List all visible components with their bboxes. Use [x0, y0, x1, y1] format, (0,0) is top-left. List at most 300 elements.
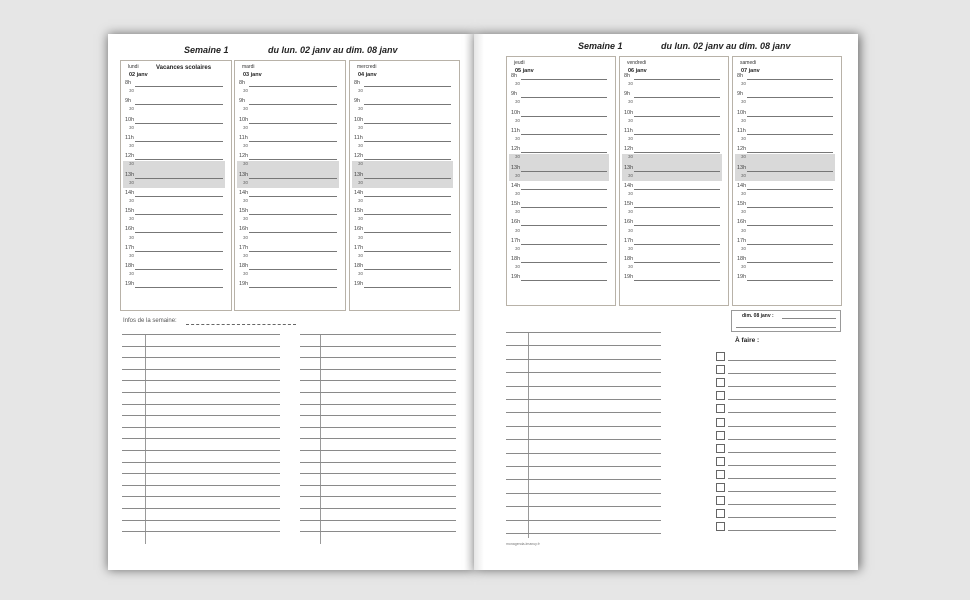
half-hour-label: 30	[358, 143, 364, 149]
note-line[interactable]	[122, 392, 280, 393]
hour-slot[interactable]	[237, 262, 337, 271]
hour-slot[interactable]	[509, 90, 607, 99]
note-line[interactable]	[506, 520, 661, 521]
note-line[interactable]	[506, 399, 661, 400]
hour-line	[249, 86, 337, 87]
hour-slot[interactable]	[735, 200, 833, 209]
hour-line	[521, 225, 607, 226]
todo-line[interactable]	[728, 504, 836, 505]
todo-item[interactable]	[716, 418, 836, 429]
half-hour-label: 30	[243, 143, 249, 149]
hour-label: 19h	[511, 274, 521, 281]
note-line[interactable]	[122, 496, 280, 497]
note-line[interactable]	[122, 334, 280, 335]
todo-line[interactable]	[728, 439, 836, 440]
hour-slot[interactable]	[735, 182, 833, 191]
hour-line	[747, 280, 833, 281]
note-line[interactable]	[300, 415, 456, 416]
hour-label: 9h	[737, 91, 744, 98]
hour-slot[interactable]	[123, 189, 223, 198]
todo-line[interactable]	[728, 517, 836, 518]
checkbox-icon[interactable]	[716, 444, 725, 453]
hour-slot[interactable]	[352, 207, 451, 216]
half-hour-label: 30	[358, 197, 364, 203]
hour-slot[interactable]	[123, 79, 223, 88]
hour-slot[interactable]	[123, 280, 223, 289]
half-hour-label: 30	[741, 136, 747, 142]
hour-slot[interactable]	[352, 134, 451, 143]
hour-slot[interactable]	[735, 90, 833, 99]
half-hour-label: 30	[243, 271, 249, 277]
hour-label: 15h	[239, 208, 249, 215]
hour-slot[interactable]	[352, 280, 451, 289]
hour-label: 9h	[239, 98, 246, 105]
hour-label: 17h	[737, 237, 747, 244]
hour-slot[interactable]	[735, 218, 833, 227]
note-line[interactable]	[506, 533, 661, 534]
hour-slot[interactable]	[622, 182, 720, 191]
note-line[interactable]	[300, 380, 456, 381]
hour-slot[interactable]	[123, 97, 223, 106]
todo-item[interactable]	[716, 470, 836, 481]
note-line[interactable]	[122, 427, 280, 428]
hour-slot[interactable]	[237, 116, 337, 125]
hour-line	[521, 207, 607, 208]
note-line[interactable]	[506, 412, 661, 413]
hour-label: 19h	[125, 281, 135, 288]
hour-slot[interactable]	[352, 189, 451, 198]
half-hour-label: 30	[243, 88, 249, 94]
todo-item[interactable]	[716, 522, 836, 533]
hour-label: 16h	[125, 226, 135, 233]
hour-slot[interactable]	[509, 72, 607, 81]
hour-slot[interactable]	[735, 127, 833, 136]
hour-label: 13h	[737, 164, 747, 171]
todo-line[interactable]	[728, 412, 836, 413]
half-hour-label: 30	[628, 245, 634, 251]
hour-slot[interactable]	[237, 244, 337, 253]
hour-slot[interactable]	[622, 273, 720, 282]
week-range: du lun. 02 janv au dim. 08 janv	[268, 45, 398, 55]
todo-item[interactable]	[716, 431, 836, 442]
note-line[interactable]	[300, 473, 456, 474]
checkbox-icon[interactable]	[716, 470, 725, 479]
day-name: mardi	[242, 64, 255, 70]
note-line[interactable]	[506, 372, 661, 373]
hour-slot[interactable]	[622, 164, 720, 173]
day-name: jeudi	[514, 60, 525, 66]
note-line[interactable]	[300, 392, 456, 393]
half-hour-label: 30	[129, 106, 135, 112]
hour-line	[249, 232, 337, 233]
hour-line	[747, 79, 833, 80]
hour-line	[249, 269, 337, 270]
hour-label: 11h	[624, 127, 633, 134]
hour-slot[interactable]	[509, 127, 607, 136]
hour-slot[interactable]	[352, 262, 451, 271]
notes-grid-right	[300, 334, 456, 544]
hour-slot[interactable]	[123, 225, 223, 234]
hour-slot[interactable]	[237, 207, 337, 216]
note-line[interactable]	[506, 453, 661, 454]
hour-line	[521, 79, 607, 80]
half-hour-label: 30	[741, 99, 747, 105]
note-line[interactable]	[122, 404, 280, 405]
hour-line	[249, 196, 337, 197]
note-line[interactable]	[122, 450, 280, 451]
hour-label: 19h	[239, 281, 249, 288]
checkbox-icon[interactable]	[716, 457, 725, 466]
week-range: du lun. 02 janv au dim. 08 janv	[661, 41, 791, 51]
infos-dashed-line	[186, 324, 296, 325]
hour-line	[364, 104, 451, 105]
half-hour-label: 30	[515, 227, 521, 233]
hour-slot[interactable]	[352, 79, 451, 88]
hour-label: 18h	[737, 256, 747, 262]
note-line[interactable]	[122, 415, 280, 416]
hour-slot[interactable]	[509, 273, 607, 282]
half-hour-label: 30	[628, 209, 634, 215]
note-line[interactable]	[506, 386, 661, 387]
half-hour-label: 30	[358, 252, 364, 258]
hour-label: 13h	[511, 164, 521, 171]
day-column-jeudi	[506, 56, 616, 306]
half-hour-label: 30	[358, 106, 364, 112]
note-line[interactable]	[122, 346, 280, 347]
todo-line[interactable]	[728, 426, 836, 427]
half-hour-label: 30	[358, 234, 364, 240]
todo-item[interactable]	[716, 404, 836, 415]
hour-label: 8h	[511, 73, 518, 79]
todo-line[interactable]	[728, 530, 836, 531]
hour-slot[interactable]	[622, 200, 720, 209]
todo-item[interactable]	[716, 352, 836, 363]
hour-line	[364, 214, 451, 215]
todo-line[interactable]	[728, 386, 836, 387]
hour-label: 14h	[354, 189, 364, 196]
hour-label: 13h	[239, 171, 249, 178]
gutter-shadow	[474, 34, 484, 570]
hour-label: 8h	[737, 73, 744, 79]
day-column-mardi	[234, 60, 346, 311]
todo-item[interactable]	[716, 496, 836, 507]
note-line[interactable]	[506, 466, 661, 467]
hour-slot[interactable]	[352, 97, 451, 106]
hour-label: 17h	[125, 244, 135, 251]
note-line[interactable]	[122, 473, 280, 474]
hour-label: 13h	[354, 171, 364, 178]
half-hour-label: 30	[129, 197, 135, 203]
note-line[interactable]	[300, 485, 456, 486]
day-name: mercredi	[357, 64, 377, 70]
half-hour-label: 30	[358, 124, 364, 130]
notes-grid-left	[122, 334, 280, 544]
hour-line	[521, 244, 607, 245]
todo-line[interactable]	[728, 399, 836, 400]
hour-line	[249, 178, 337, 179]
hour-slot[interactable]	[509, 237, 607, 246]
note-line[interactable]	[122, 508, 280, 509]
hour-slot[interactable]	[237, 171, 337, 180]
hour-label: 15h	[354, 208, 364, 215]
half-hour-label: 30	[628, 81, 634, 87]
sunday-label: dim. 08 janv :	[742, 313, 774, 319]
hour-slot[interactable]	[123, 262, 223, 271]
hour-label: 8h	[239, 80, 246, 86]
hour-slot[interactable]	[123, 244, 223, 253]
hour-slot[interactable]	[509, 109, 607, 118]
hour-label: 17h	[511, 237, 521, 244]
hour-line	[747, 134, 833, 135]
hour-slot[interactable]	[352, 152, 451, 161]
hour-line	[364, 178, 451, 179]
hour-label: 8h	[624, 73, 631, 79]
half-hour-label: 30	[129, 124, 135, 130]
hour-label: 9h	[624, 91, 631, 98]
checkbox-icon[interactable]	[716, 365, 725, 374]
hour-slot[interactable]	[735, 273, 833, 282]
todo-line[interactable]	[728, 373, 836, 374]
hour-line	[634, 262, 720, 263]
gutter-shadow	[464, 34, 474, 570]
hour-slot[interactable]	[622, 109, 720, 118]
half-hour-label: 30	[243, 197, 249, 203]
hour-slot[interactable]	[735, 72, 833, 81]
note-line[interactable]	[300, 427, 456, 428]
hour-line	[634, 207, 720, 208]
sunday-line	[736, 327, 836, 328]
checkbox-icon[interactable]	[716, 378, 725, 387]
hour-line	[135, 287, 223, 288]
checkbox-icon[interactable]	[716, 522, 725, 531]
hour-slot[interactable]	[509, 200, 607, 209]
hour-slot[interactable]	[352, 244, 451, 253]
hour-slot[interactable]	[622, 127, 720, 136]
hour-label: 14h	[125, 189, 135, 196]
todo-item[interactable]	[716, 444, 836, 455]
todo-line[interactable]	[728, 452, 836, 453]
hour-slot[interactable]	[352, 116, 451, 125]
hour-slot[interactable]	[352, 171, 451, 180]
note-line[interactable]	[122, 520, 280, 521]
hour-slot[interactable]	[123, 116, 223, 125]
half-hour-label: 30	[129, 271, 135, 277]
hour-slot[interactable]	[509, 255, 607, 264]
checkbox-icon[interactable]	[716, 431, 725, 440]
note-line[interactable]	[300, 404, 456, 405]
note-line[interactable]	[122, 380, 280, 381]
note-line[interactable]	[300, 531, 456, 532]
checkbox-icon[interactable]	[716, 483, 725, 492]
hour-label: 18h	[511, 256, 521, 262]
note-line[interactable]	[300, 450, 456, 451]
note-line[interactable]	[122, 369, 280, 370]
hour-line	[747, 262, 833, 263]
hour-slot[interactable]	[735, 237, 833, 246]
day-date: 07 janv	[741, 68, 760, 74]
hour-slot[interactable]	[622, 255, 720, 264]
hour-slot[interactable]	[735, 145, 833, 154]
todo-line[interactable]	[728, 360, 836, 361]
hour-slot[interactable]	[622, 72, 720, 81]
half-hour-label: 30	[358, 179, 364, 185]
sunday-box	[731, 310, 841, 332]
hour-slot[interactable]	[509, 218, 607, 227]
todo-line[interactable]	[728, 465, 836, 466]
hour-line	[135, 123, 223, 124]
hour-slot[interactable]	[622, 237, 720, 246]
hour-slot[interactable]	[123, 207, 223, 216]
day-date: 04 janv	[358, 72, 377, 78]
hour-line	[364, 141, 451, 142]
hour-line	[521, 262, 607, 263]
half-hour-label: 30	[129, 234, 135, 240]
hour-line	[634, 152, 720, 153]
todo-item[interactable]	[716, 365, 836, 376]
note-line[interactable]	[300, 346, 456, 347]
note-line[interactable]	[506, 332, 661, 333]
hour-slot[interactable]	[237, 97, 337, 106]
hour-label: 19h	[354, 281, 364, 288]
note-line[interactable]	[506, 479, 661, 480]
note-line[interactable]	[300, 438, 456, 439]
hour-label: 10h	[239, 116, 249, 123]
hour-slot[interactable]	[622, 90, 720, 99]
note-line[interactable]	[122, 462, 280, 463]
note-line[interactable]	[300, 357, 456, 358]
hour-slot[interactable]	[622, 145, 720, 154]
half-hour-label: 30	[628, 264, 634, 270]
todo-item[interactable]	[716, 391, 836, 402]
hour-slot[interactable]	[237, 189, 337, 198]
hour-slot[interactable]	[622, 218, 720, 227]
note-line[interactable]	[300, 508, 456, 509]
hour-label: 11h	[125, 134, 134, 141]
todo-line[interactable]	[728, 491, 836, 492]
hour-label: 11h	[239, 134, 248, 141]
hour-line	[747, 244, 833, 245]
checkbox-icon[interactable]	[716, 509, 725, 518]
hour-line	[364, 123, 451, 124]
hour-line	[249, 251, 337, 252]
hour-slot[interactable]	[352, 225, 451, 234]
day-date: 06 janv	[628, 68, 647, 74]
half-hour-label: 30	[358, 88, 364, 94]
hour-line	[364, 159, 451, 160]
todo-item[interactable]	[716, 509, 836, 520]
half-hour-label: 30	[243, 106, 249, 112]
half-hour-label: 30	[243, 252, 249, 258]
note-line[interactable]	[300, 334, 456, 335]
hour-slot[interactable]	[123, 171, 223, 180]
checkbox-icon[interactable]	[716, 391, 725, 400]
hour-slot[interactable]	[237, 225, 337, 234]
note-line[interactable]	[300, 520, 456, 521]
footer-url: monagenda-lmanuy.fr	[506, 542, 540, 546]
note-line[interactable]	[506, 359, 661, 360]
half-hour-label: 30	[741, 81, 747, 87]
hour-slot[interactable]	[123, 134, 223, 143]
hour-label: 10h	[737, 109, 747, 116]
checkbox-icon[interactable]	[716, 496, 725, 505]
day-column-lundi	[120, 60, 232, 311]
hour-line	[249, 159, 337, 160]
todo-item[interactable]	[716, 483, 836, 494]
hour-label: 16h	[239, 226, 249, 233]
hour-slot[interactable]	[237, 280, 337, 289]
note-line[interactable]	[506, 439, 661, 440]
note-line[interactable]	[506, 506, 661, 507]
hour-line	[747, 207, 833, 208]
hour-label: 17h	[239, 244, 249, 251]
checkbox-icon[interactable]	[716, 418, 725, 427]
hour-slot[interactable]	[237, 152, 337, 161]
day-column-mercredi	[349, 60, 460, 311]
hour-slot[interactable]	[735, 255, 833, 264]
day-column-vendredi	[619, 56, 729, 306]
day-name: lundi	[128, 64, 139, 70]
half-hour-label: 30	[628, 190, 634, 196]
hour-line	[634, 280, 720, 281]
note-line[interactable]	[122, 357, 280, 358]
hour-label: 12h	[511, 146, 521, 153]
hour-label: 12h	[125, 153, 135, 160]
note-line[interactable]	[300, 369, 456, 370]
hour-slot[interactable]	[237, 134, 337, 143]
hour-line	[747, 152, 833, 153]
note-line[interactable]	[122, 438, 280, 439]
note-line[interactable]	[122, 531, 280, 532]
note-line[interactable]	[506, 426, 661, 427]
todo-item[interactable]	[716, 457, 836, 468]
note-line[interactable]	[122, 485, 280, 486]
hour-slot[interactable]	[735, 109, 833, 118]
hour-slot[interactable]	[509, 182, 607, 191]
half-hour-label: 30	[129, 252, 135, 258]
right-page	[474, 34, 858, 570]
todo-line[interactable]	[728, 478, 836, 479]
note-line[interactable]	[300, 462, 456, 463]
hour-slot[interactable]	[509, 145, 607, 154]
half-hour-label: 30	[243, 234, 249, 240]
hour-slot[interactable]	[123, 152, 223, 161]
day-name: samedi	[740, 60, 757, 66]
half-hour-label: 30	[243, 216, 249, 222]
day-column-samedi	[732, 56, 842, 306]
checkbox-icon[interactable]	[716, 352, 725, 361]
day-date: 03 janv	[243, 72, 262, 78]
hour-label: 12h	[239, 153, 249, 160]
hour-label: 17h	[354, 244, 364, 251]
note-line[interactable]	[506, 345, 661, 346]
half-hour-label: 30	[243, 179, 249, 185]
hour-label: 10h	[125, 116, 135, 123]
hour-slot[interactable]	[735, 164, 833, 173]
week-title: Semaine 1	[578, 41, 623, 51]
hour-label: 18h	[354, 263, 364, 269]
todo-item[interactable]	[716, 378, 836, 389]
half-hour-label: 30	[129, 143, 135, 149]
checkbox-icon[interactable]	[716, 404, 725, 413]
hour-slot[interactable]	[237, 79, 337, 88]
note-line[interactable]	[300, 496, 456, 497]
hour-label: 12h	[624, 146, 634, 153]
hour-line	[135, 141, 223, 142]
note-line[interactable]	[506, 493, 661, 494]
hour-line	[364, 196, 451, 197]
hour-slot[interactable]	[509, 164, 607, 173]
hour-line	[634, 244, 720, 245]
